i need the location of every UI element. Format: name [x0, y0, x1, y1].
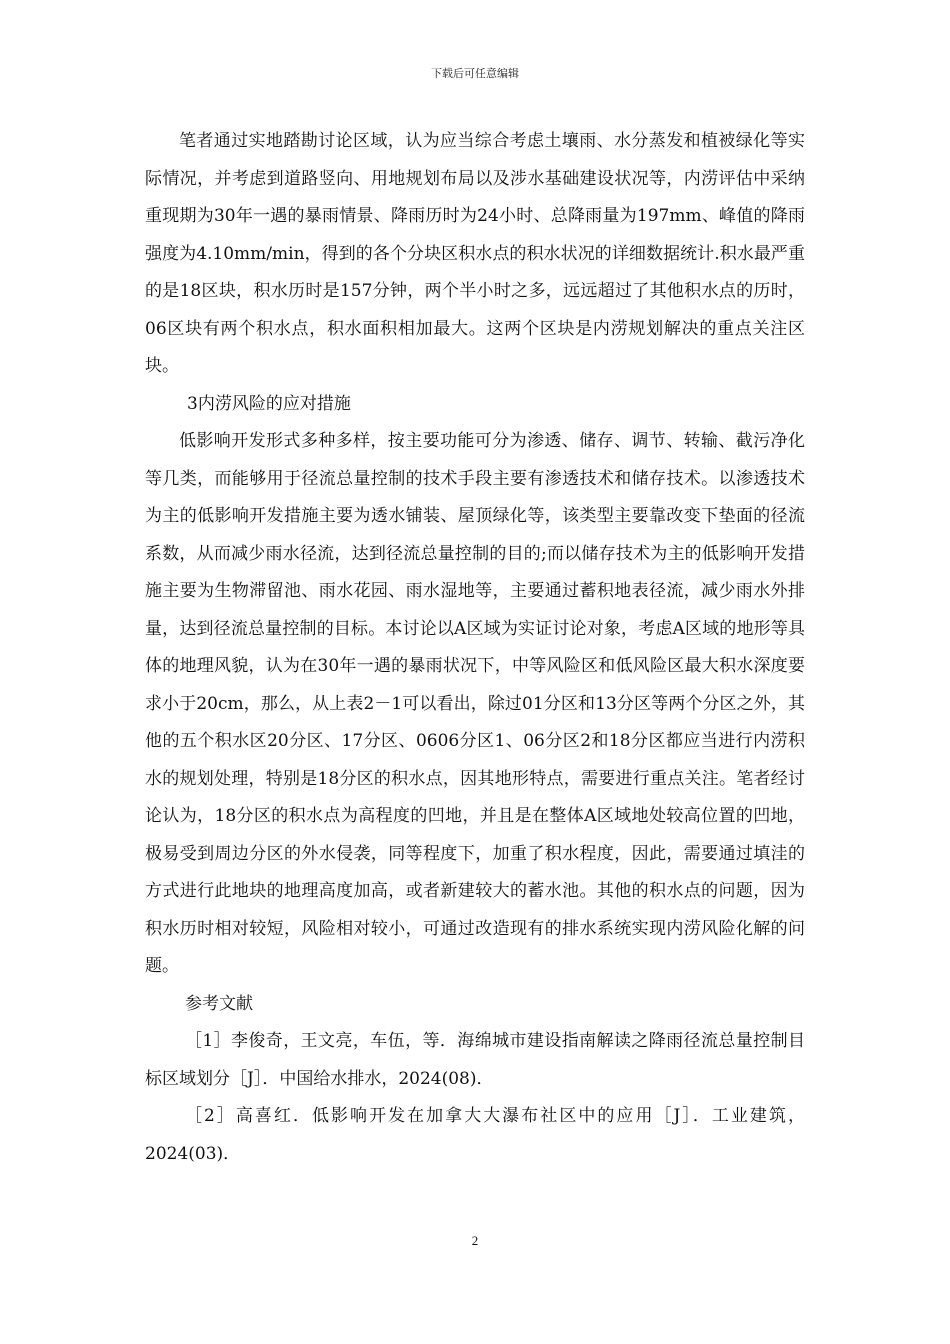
references-heading: 参考文献 [185, 993, 253, 1014]
body-paragraph-1: 笔者通过实地踏勘讨论区域，认为应当综合考虑土壤雨、水分蒸发和植被绿化等实际情况，并考虑到道路竖向、用地规划布局以及涉水基础建设状况等，内涝评估中采纳重现期为30年一遇的暴雨情景、降雨历时为24小时、总降雨量为197mm、峰值的降雨强度为4.10mm/min，得到的各个分块区积水点的积水状况的详细数据统计.积水最严重的是18区块，积水历时是157分钟，两个半小时之多，远远超过了其他积水点的历时，06区块有两个积水点，积水面积相加最大。这两个区块是内涝规划解决的重点关注区块。 [145, 131, 805, 376]
reference-item-2: ［2］高喜红．低影响开发在加拿大大瀑布社区中的应用［J］．工业建筑，2024(03)． [145, 1106, 805, 1164]
body-paragraph-2: 低影响开发形式多种多样，按主要功能可分为渗透、储存、调节、转输、截污净化等几类，而能够用于径流总量控制的技术手段主要有渗透技术和储存技术。以渗透技术为主的低影响开发措施主要为透水铺装、屋顶绿化等，该类型主要靠改变下垫面的径流系数，从而减少雨水径流，达到径流总量控制的目的;而以储存技术为主的低影响开发措施主要为生物滞留池、雨水花园、雨水湿地等，主要通过蓄积地表径流，减少雨水外排量，达到径流总量控制的目标。本讨论以A区域为实证讨论对象，考虑A区域的地形等具体的地理风貌，认为在30年一遇的暴雨状况下，中等风险区和低风险区最大积水深度要求小于20cm，那么，从上表2－1可以看出，除过01分区和13分区等两个分区之外，其他的五个积水区20分区、17分区、0606分区1、06分区2和18分区都应当进行内涝积水的规划处理，特别是18分区的积水点，因其地形特点，需要进行重点关注。笔者经讨论认为，18分区的积水点为高程度的凹地，并且是在整体A区域地处较高位置的凹地，极易受到周边分区的外水侵袭，同等程度下，加重了积水程度，因此，需要通过填洼的方式进行此地块的地理高度加高，或者新建较大的蓄水池。其他的积水点的问题，因为积水历时相对较短，风险相对较小，可通过改造现有的排水系统实现内涝风险化解的问题。 [145, 431, 805, 976]
page-number: 2 [471, 1233, 479, 1248]
reference-item-1: ［1］李俊奇，王文亮，车伍，等．海绵城市建设指南解读之降雨径流总量控制目标区域划分［J］．中国给水排水，2024(08)． [145, 1031, 805, 1089]
page-header: 下载后可任意编辑 [431, 67, 519, 80]
section-heading: 3内涝风险的应对措施 [187, 393, 351, 414]
document-body [145, 123, 805, 1173]
